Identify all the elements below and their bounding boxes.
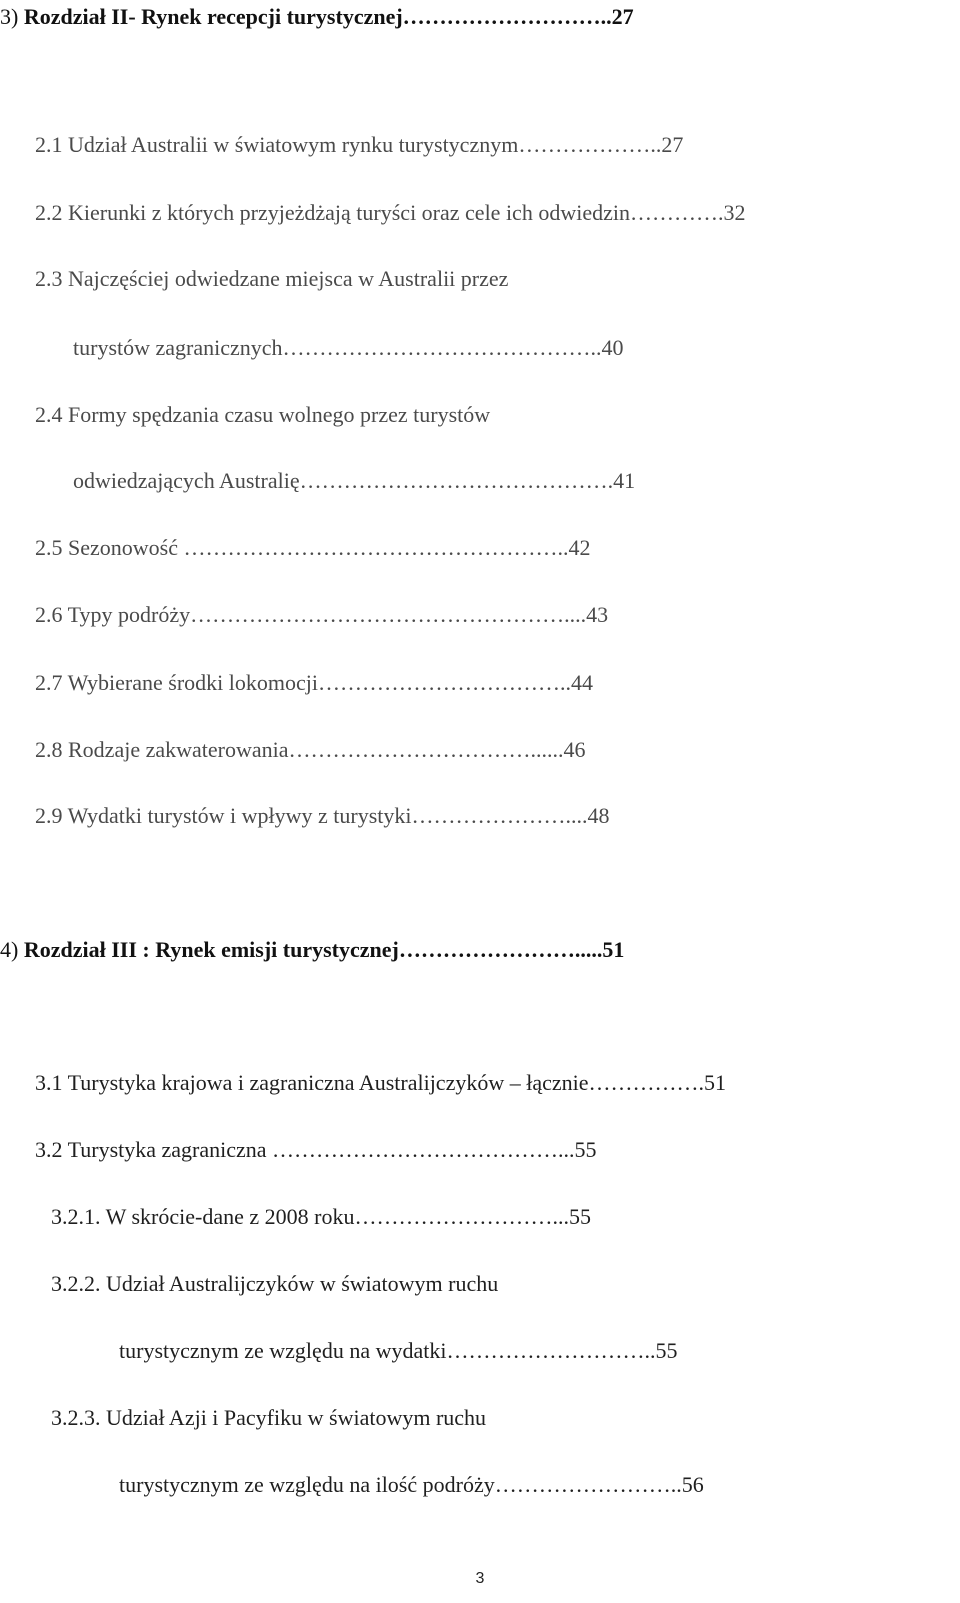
toc-entry-3-2-2-line-2[interactable]: turystycznym ze względu na wydatki………………………..55 <box>119 1338 678 1363</box>
toc-entry-2-1[interactable]: 2.1 Udział Australii w światowym rynku turystycznym………………..27 <box>35 132 684 157</box>
toc-entry-chapter-3[interactable] <box>0 935 624 965</box>
toc-entry-3-2-3-line-1[interactable]: 3.2.3. Udział Azji i Pacyfiku w światowym ruchu <box>51 1405 487 1430</box>
toc-entry-3-1[interactable]: 3.1 Turystyka krajowa i zagraniczna Australijczyków – łącznie…………….51 <box>35 1070 727 1095</box>
toc-entry-3-2-1[interactable]: 3.2.1. W skrócie-dane z 2008 roku………………………...55 <box>51 1204 591 1229</box>
toc-entry-2-8[interactable]: 2.8 Rodzaje zakwaterowania……………………………......46 <box>35 737 586 762</box>
page-number: 3 <box>475 1570 485 1587</box>
toc-entry-3-2-2-line-1[interactable]: 3.2.2. Udział Australijczyków w światowym ruchu <box>51 1271 499 1296</box>
chapter-title: Rozdział III : Rynek emisji turystycznej…………………….....51 <box>23 937 625 962</box>
toc-entry-2-4-line-2[interactable]: odwiedzających Australię…………………………………….41 <box>73 468 636 493</box>
chapter-title: Rozdział II- Rynek recepcji turystycznej………………………..27 <box>23 4 634 29</box>
toc-entry-chapter-2[interactable] <box>0 2 634 32</box>
toc-entry-3-2[interactable]: 3.2 Turystyka zagraniczna …………………………………...55 <box>35 1137 597 1162</box>
toc-entry-2-4-line-1[interactable]: 2.4 Formy spędzania czasu wolnego przez turystów <box>35 402 491 427</box>
toc-entry-3-2-3-line-2[interactable]: turystycznym ze względu na ilość podróży……………………..56 <box>119 1472 704 1497</box>
chapter-number: 3) <box>0 4 24 29</box>
chapter-number: 4) <box>0 937 24 962</box>
toc-entry-2-2[interactable]: 2.2 Kierunki z których przyjeżdżają turyści oraz cele ich odwiedzin………….32 <box>35 200 746 225</box>
toc-entry-2-9[interactable]: 2.9 Wydatki turystów i wpływy z turystyki…………………....48 <box>35 803 610 828</box>
toc-entry-2-5[interactable]: 2.5 Sezonowość ……………………………………………..42 <box>35 535 591 560</box>
toc-entry-2-6[interactable]: 2.6 Typy podróży……………………………………………....43 <box>35 602 609 627</box>
toc-entry-2-3-line-1[interactable]: 2.3 Najczęściej odwiedzane miejsca w Australii przez <box>35 266 509 291</box>
toc-entry-2-3-line-2[interactable]: turystów zagranicznych……………………………………..40 <box>73 335 624 360</box>
toc-entry-2-7[interactable]: 2.7 Wybierane środki lokomocji……………………………..44 <box>35 670 593 695</box>
